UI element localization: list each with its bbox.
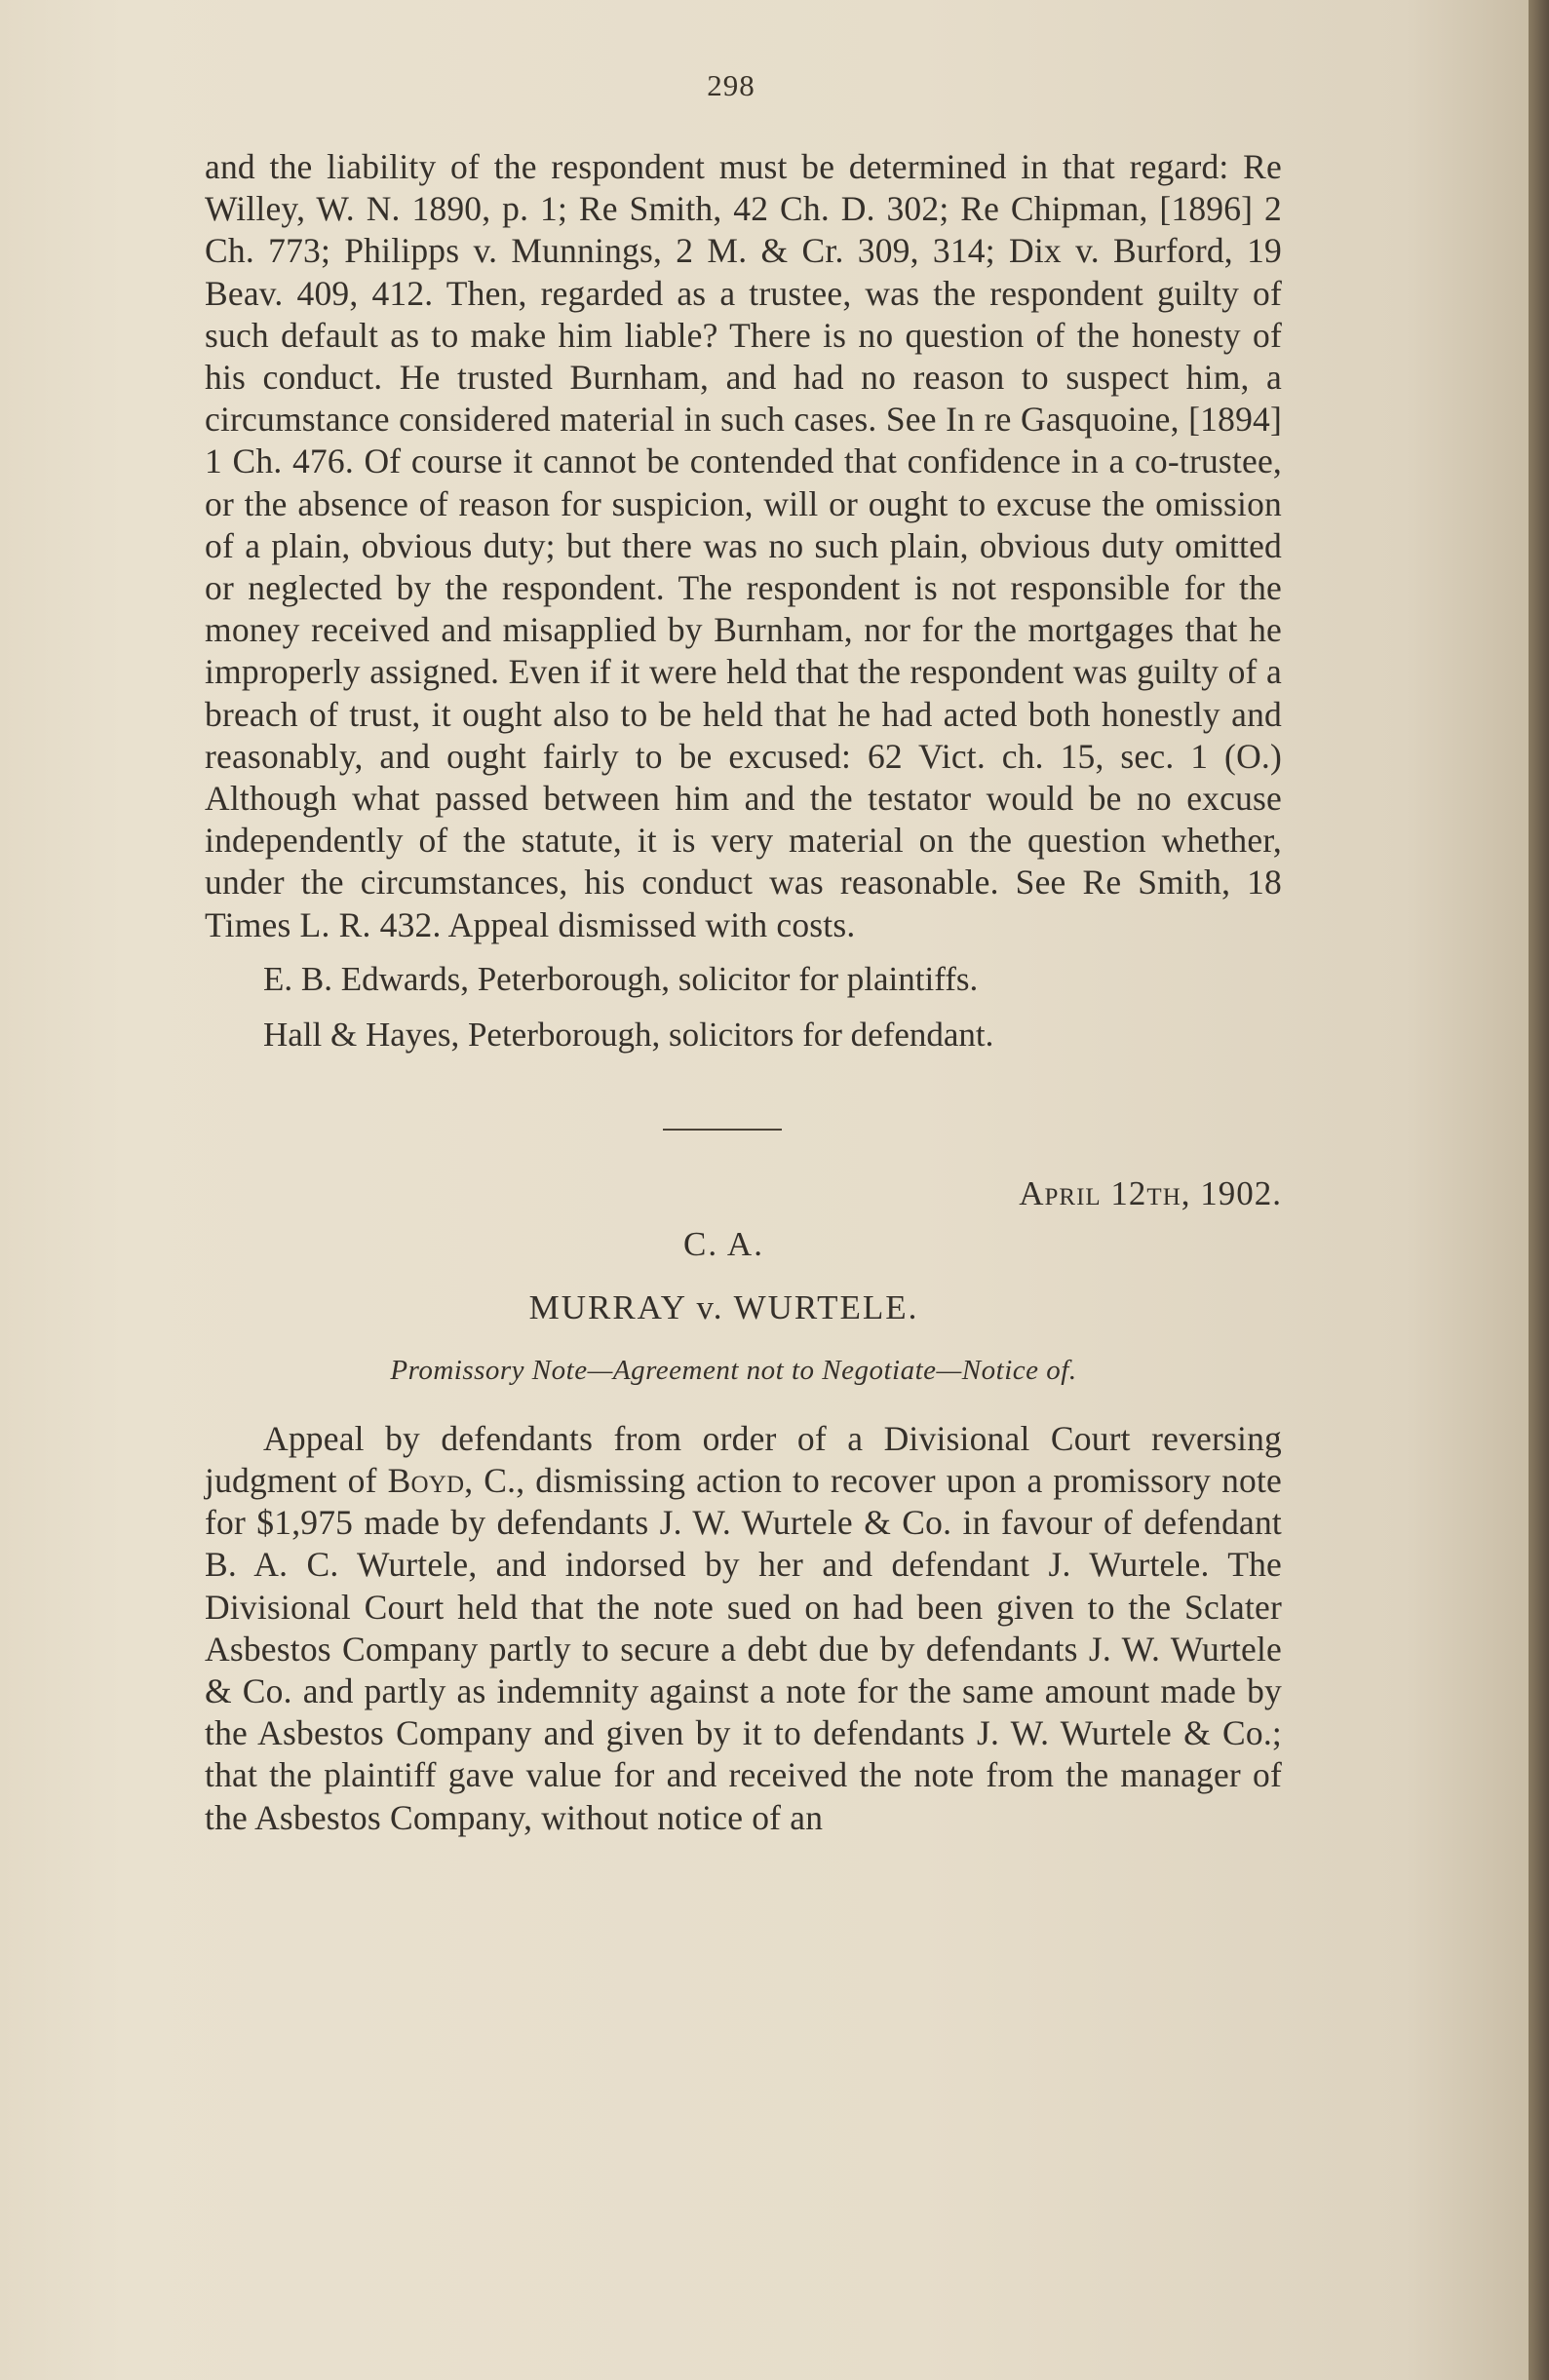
case-title: MURRAY v. WURTELE.: [528, 1287, 919, 1326]
page-edge: [1529, 0, 1549, 2380]
section-divider: [663, 1129, 782, 1131]
court-name: C. A.: [683, 1224, 764, 1263]
case-date: April 12th, 1902.: [1019, 1173, 1282, 1212]
page-number: 298: [707, 68, 755, 102]
judge-name: Boyd: [387, 1461, 465, 1501]
plaintiff-solicitor: E. B. Edwards, Peterborough, solicitor for plaintiffs.: [263, 959, 979, 998]
page-content: [205, 146, 1282, 1839]
case-headnote: Promissory Note—Agreement not to Negotiate—Notice of.: [390, 1354, 1077, 1386]
appeal-paragraph: [205, 1418, 1282, 1839]
appeal-text-start: Appeal by defendants from order of a Divisional Court reversing judgment of: [205, 1418, 1282, 1501]
judgment-paragraph: and the liability of the respondent must be determined in that regard: Re Willey, W. N. 1890, p. 1; Re Smith, 42 Ch. D. 302; Re Chipman, [1896] 2 Ch. 773; Philipps v. Munnings, 2 M. & Cr. 309, 314; Dix v. Burford, 19 Beav. 409, 412. Then, regarded as a trustee, was the respondent guilty of such default as to make him liable? There is no question of the honesty of his conduct. He trusted Burnham, and had no reason to suspect him, a circumstance considered material in such cases. See In re Gasquoine, [1894] 1 Ch. 476. Of course it cannot be contended that confidence in a co-trustee, or the absence of reason for suspicion, will or ought to excuse the omission of a plain, obvious duty; but there was no such plain, obvious duty omitted or neglected by the respondent. The respondent is not responsible for the money received and misapplied by Burnham, nor for the mortgages that he improperly assigned. Even if it were held that the respondent was guilty of a breach of trust, it ought also to be held that he had acted both honestly and reasonably, and ought fairly to be excused: 62 Vict. ch. 15, sec. 1 (O.) Although what passed between him and the testator would be no excuse independently of the statute, it is very material on the question whether, under the circumstances, his conduct was reasonable. See Re Smith, 18 Times L. R. 432. Appeal dismissed with costs.: [205, 147, 1282, 944]
appeal-text-rest: , C., dismissing action to recover upon a promissory note for $1,975 made by defendants J. W. Wurtele & Co. in favour of defendant B. A. C. Wurtele, and indorsed by her and defendant J. Wurtele. The Divisional Court held that the note sued on had been given to the Sclater Asbestos Company partly to secure a debt due by defendants J. W. Wurtele & Co. and partly as indemnity against a note for the same amount made by the Asbestos Company and given by it to defendants J. W. Wurtele & Co.; that the plaintiff gave value for and received the note from the manager of the Asbestos Company, without notice of an: [205, 1461, 1282, 1837]
defendant-solicitor: Hall & Hayes, Peterborough, solicitors for defendant.: [263, 1015, 994, 1054]
